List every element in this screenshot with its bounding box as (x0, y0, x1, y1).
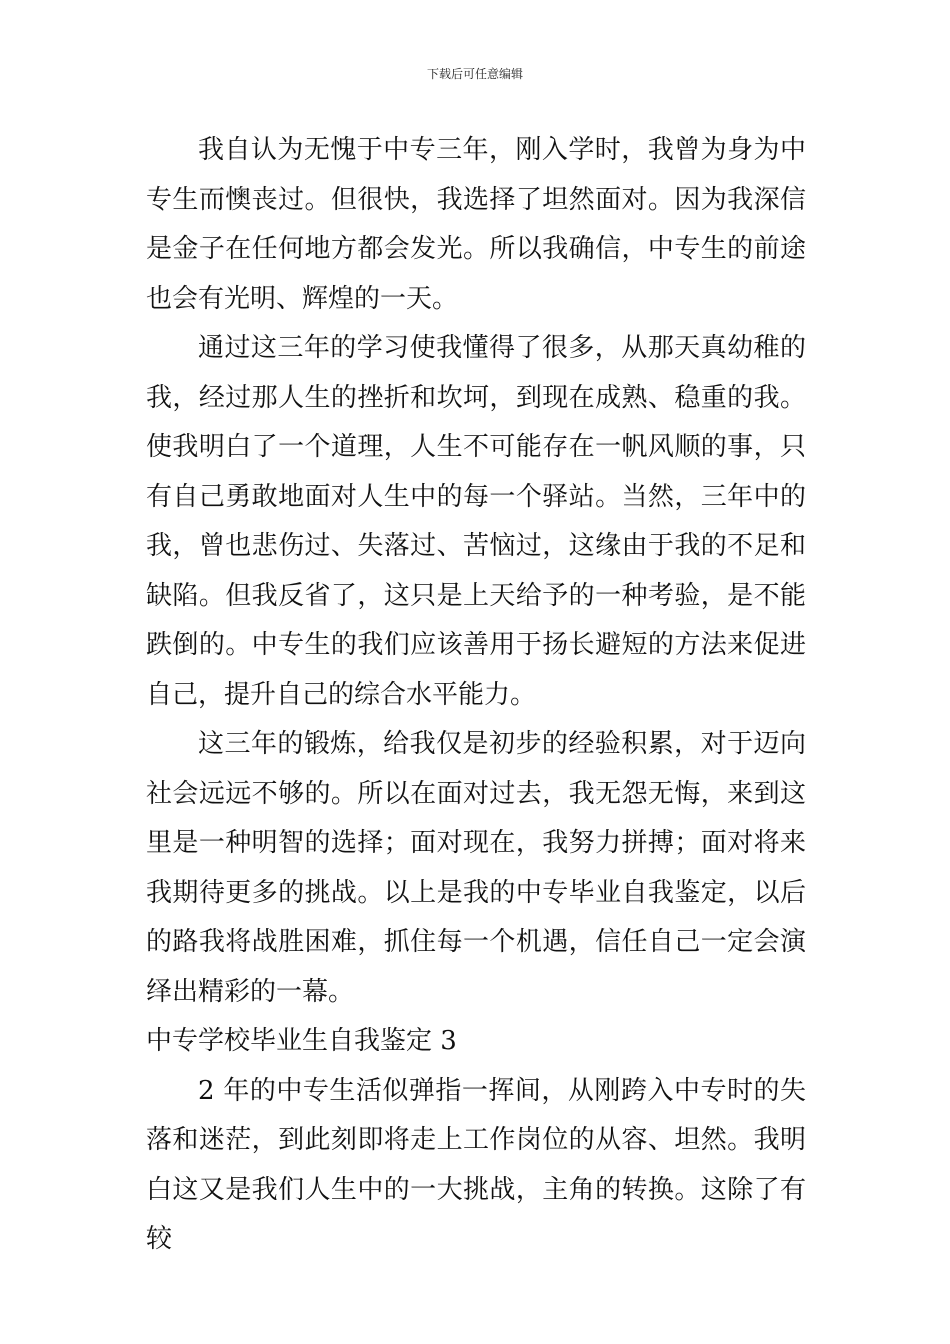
page-header: 下载后可任意编辑 (426, 67, 523, 81)
paragraph-1: 我自认为无愧于中专三年，刚入学时，我曾为身为中专生而懊丧过。但很快，我选择了坦然面对。因为我深信是金子在任何地方都会发光。所以我确信，中专生的前途也会有光明、辉煌的一天。 (146, 135, 806, 314)
section-heading: 中专学校毕业生自我鉴定 3 (146, 1026, 457, 1056)
paragraph-3: 这三年的锻炼，给我仅是初步的经验积累，对于迈向社会远远不够的。所以在面对过去，我无怨无悔，来到这里是一种明智的选择；面对现在，我努力拼搏；面对将来我期待更多的挑战。以上是我的中专毕业自我鉴定，以后的路我将战胜困难，抓住每一个机遇，信任自己一定会演绎出精彩的一幕。 (146, 729, 806, 1007)
paragraph-2: 通过这三年的学习使我懂得了很多，从那天真幼稚的我，经过那人生的挫折和坎坷，到现在成熟、稳重的我。使我明白了一个道理，人生不可能存在一帆风顺的事，只有自己勇敢地面对人生中的每一个驿站。当然，三年中的我，曾也悲伤过、失落过、苦恼过，这缘由于我的不足和缺陷。但我反省了，这只是上天给予的一种考验，是不能跌倒的。中专生的我们应该善用于扬长避短的方法来促进自己，提升自己的综合水平能力。 (146, 333, 806, 710)
paragraph-4: 2 年的中专生活似弹指一挥间，从刚跨入中专时的失落和迷茫，到此刻即将走上工作岗位的从容、坦然。我明白这又是我们人生中的一大挑战，主角的转换。这除了有较 (146, 1075, 806, 1254)
document-body (146, 126, 806, 1265)
